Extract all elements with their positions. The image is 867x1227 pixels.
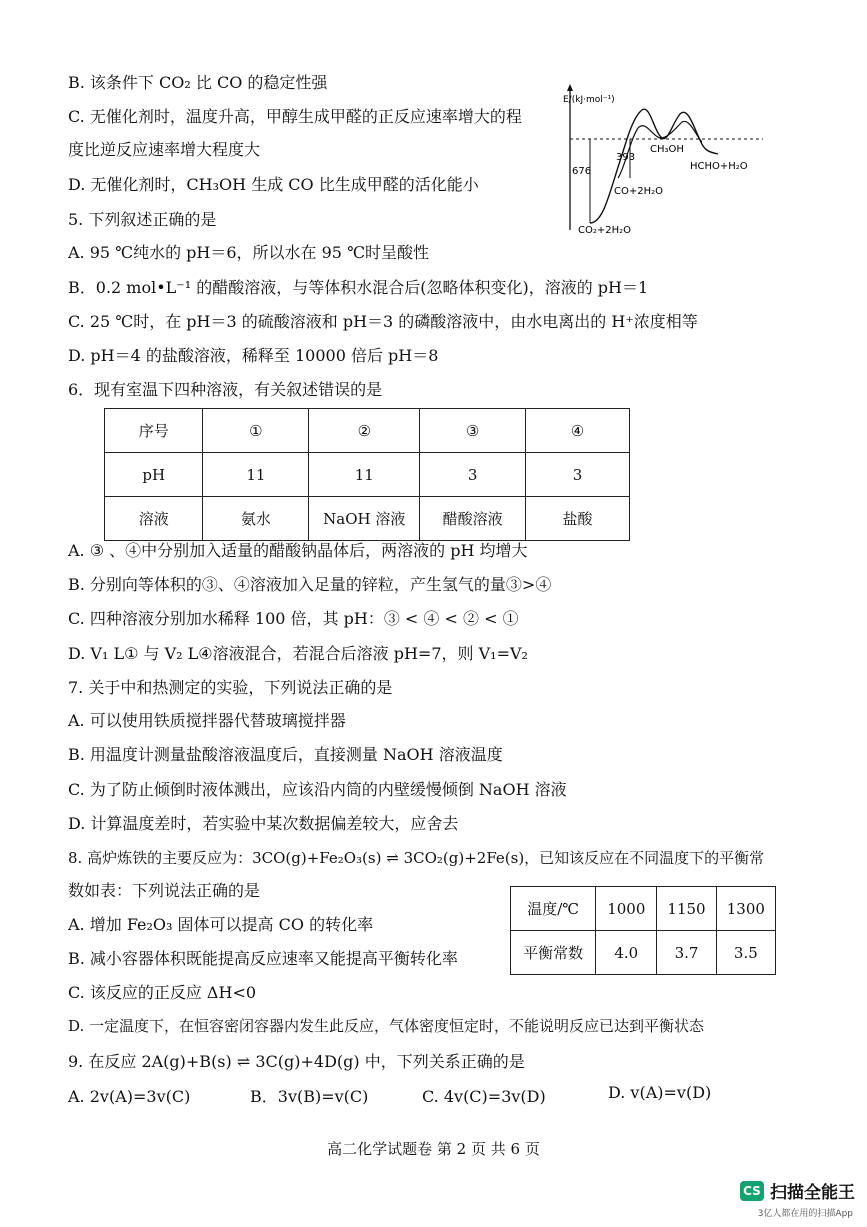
table-row bbox=[511, 931, 776, 975]
q6-option-d: D. V₁ L① 与 V₂ L④溶液混合，若混合后溶液 pH=7，则 V₁=V₂ bbox=[68, 644, 528, 663]
q6-option-c: C. 四种溶液分别加水稀释 100 倍，其 pH：③ < ④ < ② < ① bbox=[68, 609, 519, 628]
q9-option-d: D. v(A)=v(D) bbox=[608, 1083, 712, 1102]
option-d-q4: D. 无催化剂时，CH₃OH 生成 CO 比生成甲醛的活化能小 bbox=[68, 175, 479, 194]
q5-option-a: A. 95 ℃纯水的 pH＝6，所以水在 95 ℃时呈酸性 bbox=[68, 243, 429, 262]
value-393: 393 bbox=[616, 152, 636, 163]
table-row bbox=[105, 453, 630, 497]
table-cell: ② bbox=[309, 409, 420, 453]
q8-option-c: C. 该反应的正反应 ΔH<0 bbox=[68, 983, 257, 1002]
value-676: 676 bbox=[572, 166, 592, 177]
table-cell: 温度/℃ bbox=[511, 887, 596, 931]
table-cell: 氨水 bbox=[203, 497, 309, 541]
table-cell: 平衡常数 bbox=[511, 931, 596, 975]
energy-diagram bbox=[558, 80, 768, 236]
table-cell: 1150 bbox=[657, 887, 716, 931]
question-8-cont: 数如表：下列说法正确的是 bbox=[68, 881, 261, 900]
q7-option-d: D. 计算温度差时，若实验中某次数据偏差较大，应舍去 bbox=[68, 814, 459, 833]
q5-option-b: B．0.2 mol•L⁻¹ 的醋酸溶液，与等体积水混合后(忽略体积变化)，溶液的 pH＝1 bbox=[68, 278, 649, 297]
table-cell: 溶液 bbox=[105, 497, 203, 541]
q6-solution-table bbox=[104, 408, 630, 541]
question-9: 9. 在反应 2A(g)+B(s) ⇌ 3C(g)+4D(g) 中，下列关系正确的是 bbox=[68, 1052, 525, 1071]
q5-option-c: C. 25 ℃时，在 pH＝3 的硫酸溶液和 pH＝3 的磷酸溶液中，由水电离出的 H⁺浓度相等 bbox=[68, 312, 698, 331]
table-cell: 序号 bbox=[105, 409, 203, 453]
cs-logo-icon: CS bbox=[740, 1181, 764, 1201]
table-cell: pH bbox=[105, 453, 203, 497]
y-axis-arrow bbox=[567, 84, 573, 91]
table-cell: ③ bbox=[420, 409, 526, 453]
q9-option-b: B．3v(B)=v(C) bbox=[250, 1087, 369, 1106]
scanner-app-name: 扫描全能王 bbox=[770, 1183, 855, 1203]
option-c-q4-cont: 度比逆反应速率增大程度大 bbox=[68, 140, 261, 159]
table-cell: 醋酸溶液 bbox=[420, 497, 526, 541]
table-cell: 11 bbox=[203, 453, 309, 497]
scanner-tagline: 3亿人都在用的扫描App bbox=[757, 1209, 853, 1219]
q7-option-c: C. 为了防止倾倒时液体溅出，应该沿内筒的内壁缓慢倾倒 NaOH 溶液 bbox=[68, 780, 567, 799]
table-row bbox=[105, 409, 630, 453]
q8-option-d: D. 一定温度下，在恒容密闭容器内发生此反应，气体密度恒定时，不能说明反应已达到平衡状态 bbox=[68, 1017, 705, 1035]
y-axis-label: E/(kJ·mol⁻¹) bbox=[563, 95, 615, 105]
label-hcho-h2o: HCHO+H₂O bbox=[690, 161, 748, 172]
table-cell: 3.7 bbox=[657, 931, 716, 975]
label-co2-2h2o: CO₂+2H₂O bbox=[578, 225, 632, 236]
table-cell: ④ bbox=[526, 409, 630, 453]
table-row bbox=[105, 497, 630, 541]
table-cell: 3 bbox=[526, 453, 630, 497]
q8-option-b: B. 减小容器体积既能提高反应速率又能提高平衡转化率 bbox=[68, 949, 458, 968]
q9-option-a: A. 2v(A)=3v(C) bbox=[68, 1087, 191, 1106]
q7-option-a: A. 可以使用铁质搅拌器代替玻璃搅拌器 bbox=[68, 711, 346, 730]
label-co-2h2o: CO+2H₂O bbox=[614, 186, 663, 197]
table-cell: ① bbox=[203, 409, 309, 453]
label-ch3oh: CH₃OH bbox=[650, 144, 684, 155]
q9-option-c: C. 4v(C)=3v(D) bbox=[422, 1087, 546, 1106]
option-c-q4: C. 无催化剂时，温度升高，甲醇生成甲醛的正反应速率增大的程 bbox=[68, 107, 522, 126]
q8-option-a: A. 增加 Fe₂O₃ 固体可以提高 CO 的转化率 bbox=[68, 915, 374, 934]
question-5: 5. 下列叙述正确的是 bbox=[68, 210, 217, 229]
table-cell: 1000 bbox=[596, 887, 657, 931]
q8-equilibrium-table bbox=[510, 886, 776, 975]
table-cell: 盐酸 bbox=[526, 497, 630, 541]
table-cell: 1300 bbox=[716, 887, 775, 931]
table-cell: 3 bbox=[420, 453, 526, 497]
table-row bbox=[511, 887, 776, 931]
page-footer: 高二化学试题卷 第 2 页 共 6 页 bbox=[327, 1140, 540, 1158]
q5-option-d: D. pH＝4 的盐酸溶液，稀释至 10000 倍后 pH＝8 bbox=[68, 346, 439, 365]
q6-option-a: A. ③ 、④中分别加入适量的醋酸钠晶体后，两溶液的 pH 均增大 bbox=[68, 541, 528, 560]
question-6: 6．现有室温下四种溶液，有关叙述错误的是 bbox=[68, 380, 383, 399]
table-cell: 11 bbox=[309, 453, 420, 497]
table-cell: 4.0 bbox=[596, 931, 657, 975]
scanner-watermark bbox=[740, 1178, 855, 1203]
table-cell: 3.5 bbox=[716, 931, 775, 975]
table-cell: NaOH 溶液 bbox=[309, 497, 420, 541]
q7-option-b: B. 用温度计测量盐酸溶液温度后，直接测量 NaOH 溶液温度 bbox=[68, 745, 503, 764]
option-b-q4: B. 该条件下 CO₂ 比 CO 的稳定性强 bbox=[68, 73, 328, 92]
question-7: 7. 关于中和热测定的实验，下列说法正确的是 bbox=[68, 678, 393, 697]
q6-option-b: B. 分别向等体积的③、④溶液加入足量的锌粒，产生氢气的量③>④ bbox=[68, 575, 552, 594]
question-8: 8. 高炉炼铁的主要反应为：3CO(g)+Fe₂O₃(s) ⇌ 3CO₂(g)+2Fe(s)，已知该反应在不同温度下的平衡常 bbox=[68, 849, 765, 867]
